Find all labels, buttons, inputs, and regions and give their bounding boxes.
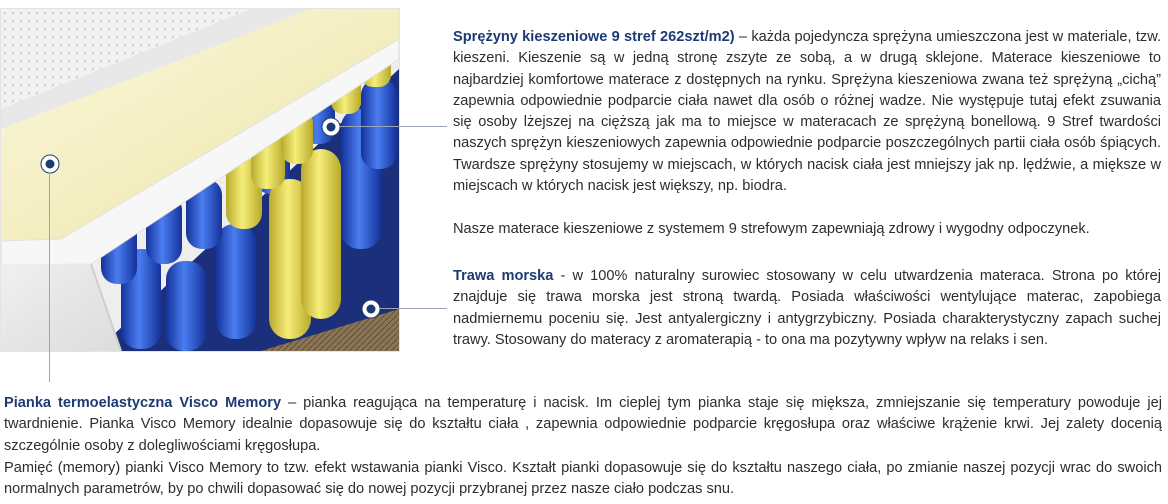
- springs-description: [453, 27, 1161, 197]
- foam-heading: Pianka termoelastyczna Visco Memory: [4, 395, 282, 411]
- mattress-layers-graphic: [1, 9, 399, 351]
- foam-description: [4, 393, 1162, 457]
- seagrass-text: - w 100% naturalny surowiec stosowany w celu utwardzenia materaca. Strona po której znajduje się trawa morska jest stroną twardą. Posiada właściwości wentylujące materac, zapobiega nadmiernemu poceniu się. Jest antyalergiczny i antygrzybiczny. Posiada charakterystyczny zapach suchej trawy. Stosowany do materacy z aromaterapią - to ona ma pozytywny wpływ na relaks i sen.: [453, 268, 1161, 348]
- springs-marker-icon: [322, 118, 340, 136]
- seagrass-marker-icon: [362, 300, 380, 318]
- foam-marker-icon: [41, 155, 59, 173]
- foam-memory-description: Pamięć (memory) pianki Visco Memory to tzw. efekt wstawania pianki Visco. Kształt pianki dopasowuje się do kształtu naszego ciała, po zmianie naszej pozycji wrac do swoich normalnych parametrów, by po chwili dopasować się do nowej pozycji przybranej przez nasze ciało podczas snu.: [4, 460, 1162, 498]
- springs-text: – każda pojedyncza sprężyna umieszczona jest w materiale, tzw. kieszeni. Kieszenie są w jedną stronę zszyte ze sobą, a w drugą sklejone. Materace kieszeniowe to najbardziej komfortowe materace z dostępnych na rynku. Sprężyna kieszeniowa zwana też sprężyną „cichą” zapewnia odpowiednie podparcie ciała nawet dla osób o różnej wadze. Nie występuje tutaj efekt zsuwania się osoby lżejszej na cięższą jak ma to miejsce w materacach ze sprężyną bonellową. 9 Stref twardości naszych sprężyn kieszeniowych zapewnia odpowiednie podparcie poszczególnych partii ciała osób śpiących. Twardsze sprężyny stosujemy w miejscach, w których nacisk ciała jest mniejszy jak np. lędźwie, a miększe w miejscach w których nacisk jest większy, np. biodra.: [453, 29, 1161, 195]
- springs-summary: Nasze materace kieszeniowe z systemem 9 strefowym zapewniają zdrowy i wygodny odpoczynek.: [453, 221, 1090, 237]
- mattress-cross-section-illustration: [0, 8, 400, 352]
- springs-heading: Sprężyny kieszeniowe 9 stref 262szt/m2): [453, 29, 735, 45]
- seagrass-heading: Trawa morska: [453, 268, 554, 284]
- springs-leader-line: [339, 126, 447, 127]
- foam-text: – pianka reagująca na temperaturę i nacisk. Im cieplej tym pianka staje się miększa, zmniejszanie się temperatury powoduje jej twardnienie. Pianka Visco Memory idealnie dopasowuje się do kształtu ciała , zapewnia odpowiednie podparcie kręgosłupa oraz właściwe krążenie krwi. Jej zalety docenią szczególnie osoby z dolegliwościami kręgosłupa.: [4, 395, 1162, 454]
- seagrass-leader-line: [379, 308, 447, 309]
- foam-leader-line: [49, 172, 50, 382]
- seagrass-description: [453, 266, 1161, 351]
